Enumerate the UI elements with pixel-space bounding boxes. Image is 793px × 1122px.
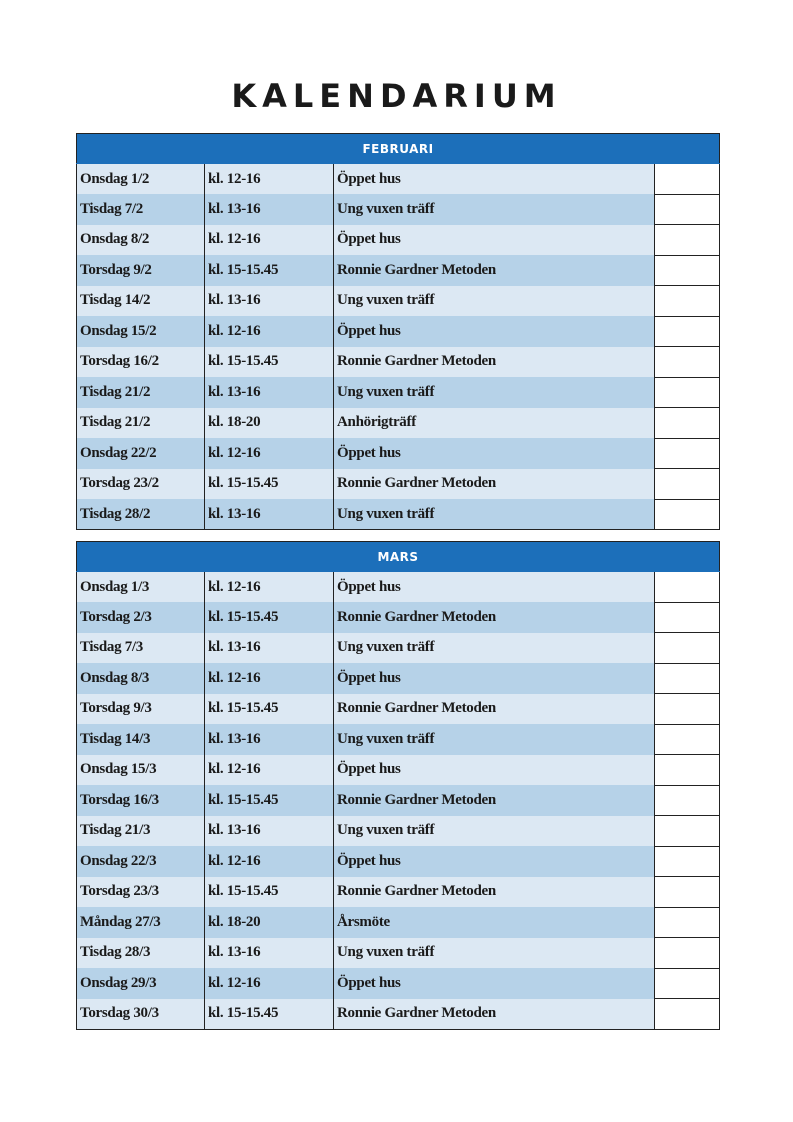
calendar-row — [77, 286, 720, 317]
check-box-cell — [655, 816, 720, 847]
calendar-row — [77, 694, 720, 725]
check-box-cell — [655, 316, 720, 347]
time-cell: kl. 13-16 — [205, 938, 334, 969]
check-box-cell — [655, 225, 720, 256]
check-box-cell — [655, 663, 720, 694]
event-cell: Ronnie Gardner Metoden — [334, 785, 655, 816]
check-box-cell — [655, 968, 720, 999]
time-cell: kl. 12-16 — [205, 438, 334, 469]
day-cell: Tisdag 21/3 — [77, 816, 205, 847]
time-cell: kl. 13-16 — [205, 724, 334, 755]
event-cell: Öppet hus — [334, 438, 655, 469]
check-box-cell — [655, 724, 720, 755]
check-box-cell — [655, 572, 720, 603]
check-box-cell — [655, 408, 720, 439]
day-cell: Tisdag 7/3 — [77, 633, 205, 664]
event-cell: Ronnie Gardner Metoden — [334, 694, 655, 725]
day-cell: Tisdag 21/2 — [77, 408, 205, 439]
time-cell: kl. 15-15.45 — [205, 347, 334, 378]
event-cell: Öppet hus — [334, 572, 655, 603]
time-cell: kl. 15-15.45 — [205, 469, 334, 500]
day-cell: Tisdag 14/2 — [77, 286, 205, 317]
event-cell: Ung vuxen träff — [334, 633, 655, 664]
check-box-cell — [655, 846, 720, 877]
day-cell: Torsdag 2/3 — [77, 602, 205, 633]
calendar-row — [77, 755, 720, 786]
event-cell: Ung vuxen träff — [334, 286, 655, 317]
check-box-cell — [655, 255, 720, 286]
event-cell: Öppet hus — [334, 316, 655, 347]
calendar-row — [77, 907, 720, 938]
check-box-cell — [655, 633, 720, 664]
day-cell: Onsdag 1/2 — [77, 164, 205, 195]
calendar-rows — [77, 572, 720, 1030]
day-cell: Tisdag 21/2 — [77, 377, 205, 408]
check-box-cell — [655, 469, 720, 500]
month-header-row — [77, 134, 720, 164]
calendar-row — [77, 164, 720, 195]
calendar-row — [77, 572, 720, 603]
day-cell: Tisdag 28/2 — [77, 499, 205, 530]
day-cell: Torsdag 23/2 — [77, 469, 205, 500]
check-box-cell — [655, 755, 720, 786]
time-cell: kl. 15-15.45 — [205, 999, 334, 1030]
calendar-row — [77, 724, 720, 755]
time-cell: kl. 18-20 — [205, 408, 334, 439]
month-header: MARS — [77, 542, 720, 572]
day-cell: Tisdag 14/3 — [77, 724, 205, 755]
event-cell: Ronnie Gardner Metoden — [334, 999, 655, 1030]
time-cell: kl. 13-16 — [205, 377, 334, 408]
day-cell: Torsdag 9/2 — [77, 255, 205, 286]
day-cell: Torsdag 16/3 — [77, 785, 205, 816]
day-cell: Tisdag 7/2 — [77, 194, 205, 225]
check-box-cell — [655, 347, 720, 378]
time-cell: kl. 15-15.45 — [205, 255, 334, 286]
event-cell: Årsmöte — [334, 907, 655, 938]
time-cell: kl. 15-15.45 — [205, 694, 334, 725]
check-box-cell — [655, 694, 720, 725]
calendar-row — [77, 938, 720, 969]
time-cell: kl. 12-16 — [205, 968, 334, 999]
event-cell: Ronnie Gardner Metoden — [334, 877, 655, 908]
check-box-cell — [655, 164, 720, 195]
day-cell: Torsdag 9/3 — [77, 694, 205, 725]
event-cell: Anhörigträff — [334, 408, 655, 439]
check-box-cell — [655, 194, 720, 225]
calendar-row — [77, 408, 720, 439]
check-box-cell — [655, 286, 720, 317]
calendar-row — [77, 663, 720, 694]
day-cell: Onsdag 1/3 — [77, 572, 205, 603]
check-box-cell — [655, 938, 720, 969]
page-title: KALENDARIUM — [231, 77, 562, 116]
check-box-cell — [655, 602, 720, 633]
calendar-row — [77, 194, 720, 225]
event-cell: Ronnie Gardner Metoden — [334, 469, 655, 500]
day-cell: Måndag 27/3 — [77, 907, 205, 938]
time-cell: kl. 12-16 — [205, 164, 334, 195]
calendar-row — [77, 347, 720, 378]
check-box-cell — [655, 999, 720, 1030]
time-cell: kl. 12-16 — [205, 663, 334, 694]
check-box-cell — [655, 907, 720, 938]
time-cell: kl. 13-16 — [205, 816, 334, 847]
day-cell: Onsdag 15/3 — [77, 755, 205, 786]
time-cell: kl. 15-15.45 — [205, 877, 334, 908]
event-cell: Öppet hus — [334, 968, 655, 999]
calendar-row — [77, 846, 720, 877]
calendar-row — [77, 316, 720, 347]
day-cell: Onsdag 22/2 — [77, 438, 205, 469]
check-box-cell — [655, 499, 720, 530]
time-cell: kl. 13-16 — [205, 194, 334, 225]
time-cell: kl. 12-16 — [205, 572, 334, 603]
calendar-row — [77, 877, 720, 908]
calendar-row — [77, 438, 720, 469]
day-cell: Onsdag 22/3 — [77, 846, 205, 877]
event-cell: Öppet hus — [334, 663, 655, 694]
event-cell: Öppet hus — [334, 755, 655, 786]
calendar-row — [77, 785, 720, 816]
time-cell: kl. 18-20 — [205, 907, 334, 938]
day-cell: Onsdag 15/2 — [77, 316, 205, 347]
calendar-table-mars — [76, 541, 720, 1030]
event-cell: Ronnie Gardner Metoden — [334, 347, 655, 378]
event-cell: Ung vuxen träff — [334, 194, 655, 225]
event-cell: Öppet hus — [334, 846, 655, 877]
time-cell: kl. 15-15.45 — [205, 785, 334, 816]
check-box-cell — [655, 377, 720, 408]
time-cell: kl. 13-16 — [205, 286, 334, 317]
event-cell: Ung vuxen träff — [334, 938, 655, 969]
day-cell: Torsdag 23/3 — [77, 877, 205, 908]
check-box-cell — [655, 877, 720, 908]
calendar-row — [77, 255, 720, 286]
event-cell: Ronnie Gardner Metoden — [334, 255, 655, 286]
day-cell: Torsdag 16/2 — [77, 347, 205, 378]
calendar-table-februari — [76, 133, 720, 530]
day-cell: Onsdag 8/3 — [77, 663, 205, 694]
calendar-row — [77, 377, 720, 408]
day-cell: Torsdag 30/3 — [77, 999, 205, 1030]
event-cell: Öppet hus — [334, 225, 655, 256]
time-cell: kl. 12-16 — [205, 316, 334, 347]
day-cell: Tisdag 28/3 — [77, 938, 205, 969]
calendar-row — [77, 602, 720, 633]
calendar-row — [77, 225, 720, 256]
check-box-cell — [655, 785, 720, 816]
calendar-row — [77, 633, 720, 664]
calendar-rows — [77, 164, 720, 530]
day-cell: Onsdag 29/3 — [77, 968, 205, 999]
event-cell: Ung vuxen träff — [334, 724, 655, 755]
day-cell: Onsdag 8/2 — [77, 225, 205, 256]
calendar-row — [77, 968, 720, 999]
month-header-row — [77, 542, 720, 572]
time-cell: kl. 12-16 — [205, 225, 334, 256]
event-cell: Ung vuxen träff — [334, 499, 655, 530]
time-cell: kl. 12-16 — [205, 755, 334, 786]
time-cell: kl. 15-15.45 — [205, 602, 334, 633]
event-cell: Ronnie Gardner Metoden — [334, 602, 655, 633]
event-cell: Ung vuxen träff — [334, 816, 655, 847]
event-cell: Öppet hus — [334, 164, 655, 195]
check-box-cell — [655, 438, 720, 469]
calendar-row — [77, 499, 720, 530]
calendar-row — [77, 816, 720, 847]
event-cell: Ung vuxen träff — [334, 377, 655, 408]
calendar-row — [77, 469, 720, 500]
time-cell: kl. 13-16 — [205, 633, 334, 664]
time-cell: kl. 12-16 — [205, 846, 334, 877]
month-header: FEBRUARI — [77, 134, 720, 164]
calendar-row — [77, 999, 720, 1030]
time-cell: kl. 13-16 — [205, 499, 334, 530]
